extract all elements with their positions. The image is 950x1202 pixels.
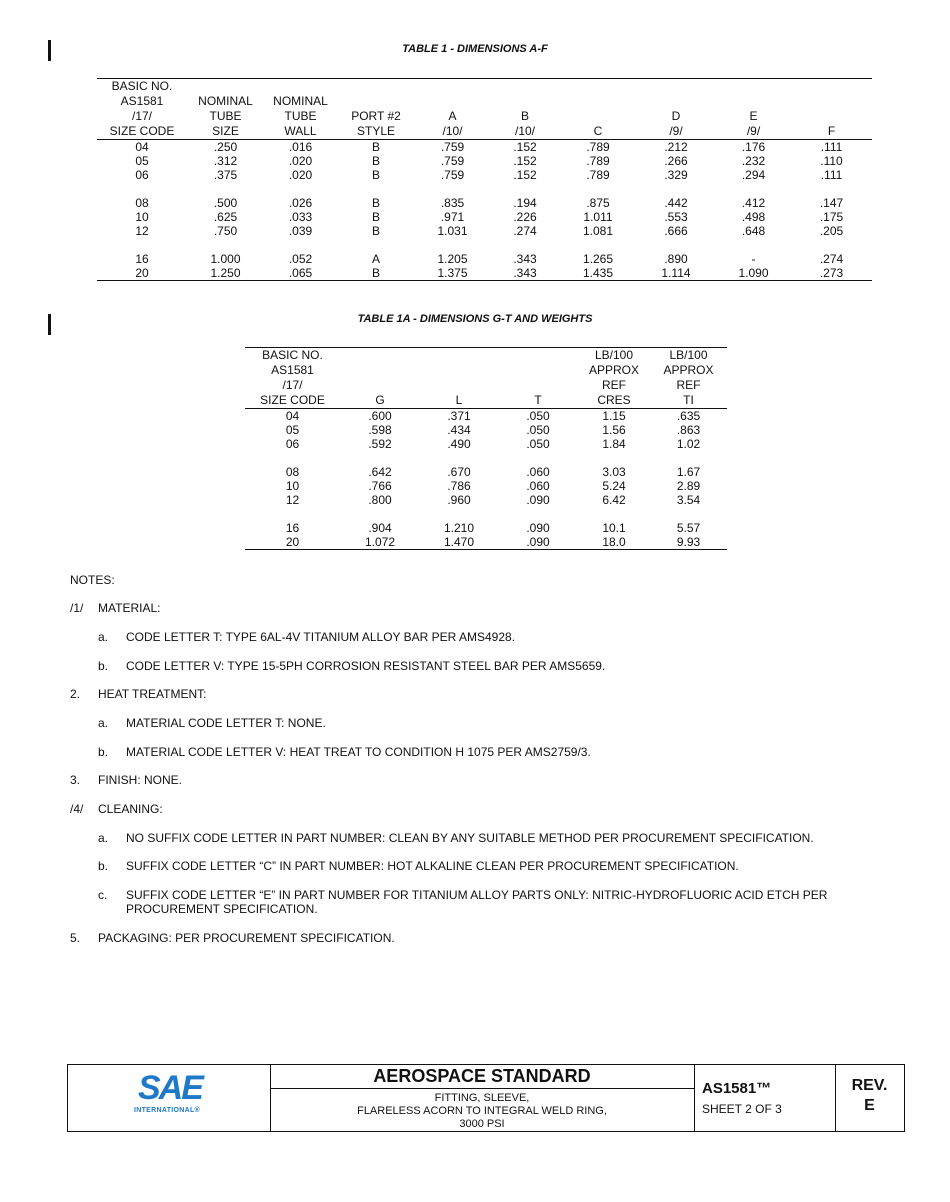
- table-cell: 6.42: [602, 493, 626, 507]
- column-header: B: [520, 109, 529, 123]
- table-row: [245, 465, 727, 479]
- table-row: [97, 252, 872, 266]
- column-header: LB/100: [578, 348, 650, 364]
- table-cell: .111: [820, 140, 843, 154]
- table-cell: .050: [526, 409, 550, 423]
- table-cell: 12: [135, 224, 149, 238]
- table-row: [97, 154, 872, 168]
- table-cell: 08: [135, 196, 149, 210]
- column-header: /17/: [131, 109, 152, 123]
- column-header: [337, 79, 415, 95]
- column-header: BASIC NO.: [245, 348, 340, 364]
- table-cell: .343: [513, 252, 537, 266]
- column-header: C: [560, 124, 636, 140]
- column-header: WALL: [264, 124, 337, 140]
- table-cell: 1.072: [340, 535, 420, 550]
- table-cell: 1.15: [602, 409, 626, 423]
- table-cell: .412: [741, 196, 766, 210]
- column-header: STYLE: [337, 124, 415, 140]
- column-header: [415, 79, 490, 95]
- column-header: [716, 94, 791, 109]
- table-cell: 10: [285, 479, 300, 493]
- table1a-title: TABLE 1A - DIMENSIONS G-T AND WEIGHTS: [357, 313, 593, 325]
- note-number: /4/: [70, 802, 84, 816]
- note-label: FINISH: NONE.: [98, 773, 183, 787]
- table-cell: 05: [135, 154, 149, 168]
- table-cell: .598: [368, 423, 392, 437]
- sub-letter: a.: [98, 630, 109, 644]
- table-row: [245, 479, 727, 493]
- table-cell: 1.375: [415, 266, 490, 281]
- table-cell: .090: [526, 521, 550, 535]
- table-cell: .904: [368, 521, 392, 535]
- table-cell: B: [371, 168, 380, 182]
- note-number: 2.: [70, 687, 81, 701]
- table-cell: 9.93: [650, 535, 727, 550]
- table-cell: .050: [526, 423, 550, 437]
- table-cell: 1.02: [676, 437, 701, 451]
- column-header: BASIC NO.: [97, 79, 187, 95]
- column-header: LB/100: [650, 348, 727, 364]
- table-cell: .960: [447, 493, 471, 507]
- column-header: D: [671, 109, 681, 123]
- table-cell: .442: [664, 196, 688, 210]
- table-cell: B: [337, 266, 415, 281]
- table-cell: 06: [135, 168, 149, 182]
- table-cell: B: [371, 224, 380, 238]
- column-header: [490, 79, 560, 95]
- notes-heading: NOTES:: [70, 573, 115, 587]
- table-cell: .670: [447, 465, 471, 479]
- column-header: [498, 348, 578, 364]
- table-cell: B: [371, 196, 380, 210]
- column-header: [340, 378, 420, 393]
- sub-text: MATERIAL CODE LETTER T: NONE.: [126, 716, 326, 730]
- table1-dimensions-a-f: [97, 78, 872, 281]
- table-cell: 10.1: [602, 521, 626, 535]
- sub-letter: a.: [98, 716, 109, 730]
- table-cell: 1.84: [602, 437, 626, 451]
- table-cell: 1.210: [443, 521, 475, 535]
- column-header: [420, 348, 498, 364]
- sub-text: CODE LETTER V: TYPE 15-5PH CORROSION RESISTANT STEEL BAR PER AMS5659.: [126, 659, 606, 673]
- table-cell: .490: [447, 437, 471, 451]
- sub-letter: c.: [98, 888, 108, 902]
- table-cell: 04: [135, 140, 149, 154]
- sub-letter: b.: [98, 659, 109, 673]
- table-cell: .371: [447, 409, 471, 423]
- table-cell: B: [371, 140, 380, 154]
- table-cell: .020: [288, 168, 313, 182]
- sae-logo-mark: SAE: [138, 1069, 202, 1107]
- subtitle-line: FITTING, SLEEVE,: [434, 1092, 530, 1104]
- table-cell: 12: [285, 493, 300, 507]
- revision-value: E: [864, 1097, 875, 1114]
- column-header: TI: [650, 393, 727, 409]
- table-cell: .759: [440, 154, 465, 168]
- table-cell: .789: [586, 140, 610, 154]
- table-row: [245, 493, 727, 507]
- revision-label: REV.: [851, 1077, 888, 1094]
- note-label: MATERIAL:: [98, 601, 161, 615]
- table-cell: 1.470: [420, 535, 498, 550]
- column-header: SIZE CODE: [97, 124, 187, 140]
- table-cell: .274: [819, 252, 844, 266]
- table-cell: 20: [245, 535, 340, 550]
- table-cell: 06: [285, 437, 300, 451]
- table-row: [245, 535, 727, 550]
- table-cell: .329: [664, 168, 688, 182]
- table-cell: .786: [447, 479, 471, 493]
- subtitle-line: 3000 PSI: [459, 1118, 505, 1130]
- column-header: TUBE: [284, 109, 317, 123]
- table-cell: .065: [264, 266, 337, 281]
- table-cell: 1.031: [437, 224, 468, 238]
- column-header: AS1581: [271, 363, 314, 377]
- table-cell: .060: [526, 479, 550, 493]
- table-cell: .212: [664, 140, 688, 154]
- table-cell: 16: [285, 521, 300, 535]
- column-header: [420, 378, 498, 393]
- column-header: A: [448, 109, 457, 123]
- table-cell: .750: [213, 224, 238, 238]
- note-number: /1/: [70, 601, 84, 615]
- table-cell: .039: [288, 224, 313, 238]
- column-header: [187, 79, 264, 95]
- table-row: [97, 224, 872, 238]
- table-row: [245, 437, 727, 451]
- column-header: [636, 79, 716, 95]
- table-cell: 2.89: [676, 479, 701, 493]
- column-header: /10/: [490, 124, 560, 140]
- table-cell: .294: [741, 168, 766, 182]
- column-header: APPROX: [663, 363, 714, 377]
- column-header: L: [420, 393, 498, 409]
- table-row: [97, 210, 872, 224]
- table-cell: .971: [440, 210, 465, 224]
- table-cell: .789: [586, 154, 610, 168]
- table-cell: .152: [513, 154, 537, 168]
- column-header: /9/: [716, 124, 791, 140]
- column-header: E: [749, 109, 758, 123]
- table-cell: .600: [368, 409, 392, 423]
- column-header: REF: [602, 378, 626, 392]
- column-header: NOMINAL: [273, 94, 328, 108]
- table-cell: .625: [213, 210, 238, 224]
- sub-letter: a.: [98, 831, 109, 845]
- column-header: NOMINAL: [198, 94, 253, 108]
- table-cell: .050: [526, 437, 550, 451]
- column-header: /9/: [636, 124, 716, 140]
- standard-title: AEROSPACE STANDARD: [270, 1065, 694, 1089]
- table-cell: .648: [741, 224, 766, 238]
- table-cell: .343: [490, 266, 560, 281]
- table-cell: B: [371, 210, 380, 224]
- table-cell: 1.090: [716, 266, 791, 281]
- table-cell: .890: [664, 252, 688, 266]
- table-cell: 5.24: [602, 479, 626, 493]
- note-label: PACKAGING: PER PROCUREMENT SPECIFICATION.: [98, 931, 395, 945]
- table1a-dimensions-g-t-weights: [245, 347, 727, 550]
- table-cell: .052: [288, 252, 313, 266]
- table-cell: .060: [526, 465, 550, 479]
- column-header: [560, 79, 636, 95]
- table-cell: 3.03: [602, 465, 626, 479]
- table-cell: .863: [676, 423, 701, 437]
- table-cell: -: [751, 252, 756, 266]
- table-cell: 20: [97, 266, 187, 281]
- table-cell: 1.081: [582, 224, 614, 238]
- note-number: 3.: [70, 773, 81, 787]
- column-header: REF: [676, 378, 701, 392]
- table-cell: .273: [791, 266, 872, 281]
- table-cell: 1.67: [676, 465, 701, 479]
- note-number: 5.: [70, 931, 81, 945]
- table-cell: 08: [285, 465, 300, 479]
- table-cell: .635: [676, 409, 701, 423]
- table-cell: .176: [741, 140, 766, 154]
- table-cell: 1.011: [583, 210, 613, 224]
- column-header: [560, 109, 636, 124]
- table-cell: .592: [368, 437, 392, 451]
- sub-text: NO SUFFIX CODE LETTER IN PART NUMBER: CLEAN BY ANY SUITABLE METHOD PER PROCUREMENT SPECIFICATION.: [126, 831, 814, 845]
- table-cell: .666: [664, 224, 688, 238]
- table-cell: .250: [213, 140, 238, 154]
- table-cell: .111: [820, 168, 843, 182]
- column-header: [636, 94, 716, 109]
- column-header: [337, 94, 415, 109]
- table-cell: 05: [285, 423, 300, 437]
- column-header: AS1581: [120, 94, 164, 108]
- table-cell: 1.56: [602, 423, 626, 437]
- table-cell: .152: [513, 140, 537, 154]
- column-header: TUBE: [209, 109, 242, 123]
- table-cell: 1.435: [560, 266, 636, 281]
- table-cell: .266: [664, 154, 688, 168]
- table-cell: .110: [820, 154, 843, 168]
- table-cell: 1.114: [636, 266, 716, 281]
- table-row: [97, 168, 872, 182]
- table-cell: .835: [440, 196, 465, 210]
- table-cell: 1.265: [582, 252, 614, 266]
- column-header: PORT #2: [351, 109, 401, 123]
- column-header: /10/: [415, 124, 490, 140]
- document-number: AS1581™: [702, 1080, 772, 1097]
- column-header: [340, 363, 420, 378]
- table-cell: 1.250: [187, 266, 264, 281]
- table-cell: .766: [368, 479, 392, 493]
- table-row: [97, 266, 872, 281]
- table-cell: .033: [288, 210, 313, 224]
- table-cell: 5.57: [676, 521, 701, 535]
- table-cell: .090: [526, 493, 550, 507]
- table-cell: .789: [586, 168, 610, 182]
- table-cell: .875: [586, 196, 610, 210]
- column-header: /17/: [282, 378, 303, 392]
- table-row: [245, 423, 727, 437]
- table-cell: 1.000: [210, 252, 241, 266]
- table-cell: .553: [664, 210, 688, 224]
- table-cell: .020: [288, 154, 313, 168]
- column-header: T: [498, 393, 578, 409]
- table-cell: 1.205: [437, 252, 468, 266]
- column-header: SIZE CODE: [245, 393, 340, 409]
- note-label: HEAT TREATMENT:: [98, 687, 207, 701]
- revision-cell: [835, 1065, 904, 1131]
- table-cell: .759: [440, 168, 465, 182]
- table-cell: .232: [741, 154, 766, 168]
- sub-text: SUFFIX CODE LETTER “C” IN PART NUMBER: HOT ALKALINE CLEAN PER PROCUREMENT SPECIFICATION.: [126, 859, 739, 873]
- table1-title: TABLE 1 - DIMENSIONS A-F: [402, 43, 548, 55]
- table-cell: .500: [213, 196, 238, 210]
- sae-logo-subtitle: INTERNATIONAL®: [134, 1107, 201, 1114]
- table-row: [245, 521, 727, 535]
- table-row: [97, 196, 872, 210]
- table-cell: B: [371, 154, 380, 168]
- column-header: [340, 348, 420, 364]
- table-row: [97, 140, 872, 155]
- table-cell: .800: [368, 493, 392, 507]
- sub-text: SUFFIX CODE LETTER “E” IN PART NUMBER FOR TITANIUM ALLOY PARTS ONLY: NITRIC-HYDROFLUORIC ACID ETCH PER PROCUREMENT SPECIFICATION.: [126, 888, 828, 916]
- table-cell: .642: [368, 465, 392, 479]
- table-row: [245, 409, 727, 424]
- table-cell: .152: [513, 168, 537, 182]
- sub-text: MATERIAL CODE LETTER V: HEAT TREAT TO CONDITION H 1075 PER AMS2759/3.: [126, 745, 591, 759]
- sae-logo: [68, 1065, 271, 1131]
- sheet-number: SHEET 2 OF 3: [702, 1102, 782, 1116]
- column-header: G: [340, 393, 420, 409]
- table-cell: 04: [285, 409, 300, 423]
- note-label: CLEANING:: [98, 802, 163, 816]
- column-header: [490, 94, 560, 109]
- sub-letter: b.: [98, 745, 109, 759]
- table-cell: .090: [498, 535, 578, 550]
- column-header: [560, 94, 636, 109]
- table-cell: 10: [135, 210, 149, 224]
- column-header: [791, 79, 872, 95]
- table-cell: .147: [819, 196, 844, 210]
- column-header: APPROX: [588, 363, 639, 377]
- column-header: [498, 363, 578, 378]
- column-header: SIZE: [187, 124, 264, 140]
- table-cell: .274: [513, 224, 537, 238]
- table-cell: .434: [447, 423, 471, 437]
- table-cell: .226: [513, 210, 537, 224]
- table-cell: .016: [288, 140, 313, 154]
- table-cell: .175: [819, 210, 844, 224]
- column-header: [791, 94, 872, 109]
- table-cell: .026: [288, 196, 313, 210]
- column-header: [420, 363, 498, 378]
- table-cell: A: [371, 252, 380, 266]
- table-cell: 3.54: [676, 493, 701, 507]
- sub-text: CODE LETTER T: TYPE 6AL-4V TITANIUM ALLOY BAR PER AMS4928.: [126, 630, 516, 644]
- title-cell: [270, 1065, 695, 1131]
- table-cell: .759: [440, 140, 465, 154]
- column-header: [498, 378, 578, 393]
- subtitle-line: FLARELESS ACORN TO INTEGRAL WELD RING,: [357, 1105, 607, 1117]
- title-block: [67, 1064, 905, 1132]
- table-cell: .205: [819, 224, 844, 238]
- column-header: [415, 94, 490, 109]
- column-header: [716, 79, 791, 95]
- column-header: F: [791, 124, 872, 140]
- column-header: [264, 79, 337, 95]
- document-number-cell: [694, 1065, 836, 1131]
- column-header: [791, 109, 872, 124]
- table-cell: .498: [741, 210, 766, 224]
- table-cell: .312: [213, 154, 238, 168]
- table-cell: 18.0: [578, 535, 650, 550]
- sub-letter: b.: [98, 859, 109, 873]
- table-cell: .375: [213, 168, 238, 182]
- table-cell: 16: [135, 252, 149, 266]
- column-header: CRES: [578, 393, 650, 409]
- table-cell: .194: [513, 196, 537, 210]
